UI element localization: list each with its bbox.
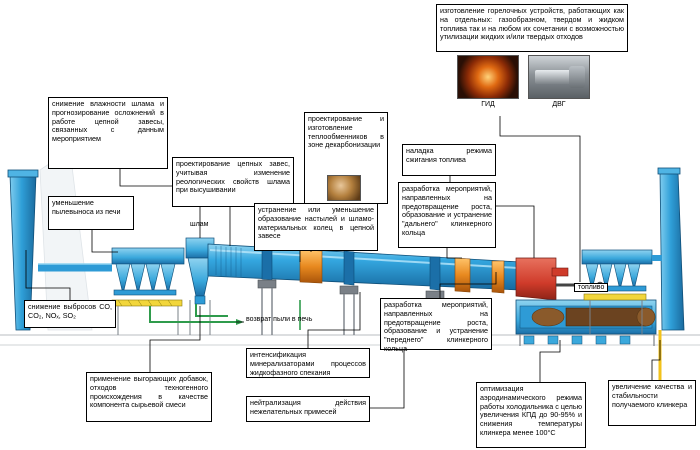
callout-emissions[interactable]: снижение выбросов CO, CO₂, NOₓ, SO₂ <box>24 300 116 328</box>
callout-far-ring[interactable]: разработка мероприятий, направленных на предотвращение роста, образование и устранение "дальнего" клинкерного кольца <box>398 182 496 248</box>
photo-dvg-burner <box>528 55 590 99</box>
callout-buildup-removal[interactable]: устранение или уменьшение образование настылей и шламо-материальных колец в цепной завесе <box>254 203 378 251</box>
callout-impurities[interactable]: нейтрализация действия нежелательных примесей <box>246 396 370 422</box>
callout-near-ring[interactable]: разработка мероприятий, направленных на предотвращение роста, образование и устранение "переднего" клинкерного кольца <box>380 298 492 350</box>
photo-gid-burner <box>457 55 519 99</box>
label-fuel: топливо <box>574 283 608 292</box>
callout-heat-exchangers[interactable]: проектирование и изготовление теплообменников в зоне декарбонизации <box>304 112 388 204</box>
label-shlam: шлам <box>190 221 209 228</box>
photo-heat-exchanger <box>327 175 361 201</box>
callout-burnable-additives[interactable]: применение выгорающих добавок, отходов техногенного происхождения в качестве компонента сырьевой смеси <box>86 372 212 422</box>
callout-mineralizers[interactable]: интенсификация минерализаторами процессов жидкофазного спекания <box>246 348 370 378</box>
callout-chain-curtain-design[interactable]: проектирование цепных завес, учитывая изменение реологических свойств шлама при высушивании <box>172 157 294 207</box>
callout-dust-carryover[interactable]: уменьшение пылевыноса из печи <box>48 196 134 230</box>
callout-burner-devices[interactable]: изготовление горелочных устройств, работающих как на отдельных: газообразном, твердом и жидком топлива так и на любом их сочетании с возможностью утилизации жидких и/или твердых отходов <box>436 4 628 52</box>
caption-dvg: ДВГ <box>552 101 566 108</box>
callout-cooler-optimization[interactable]: оптимизация аэродинамического режима работы холодильника с целью увеличения КПД до 90-95% и снижения температуры клинкера менее 100°С <box>476 382 586 448</box>
callout-burner-tuning[interactable]: наладка режима сжигания топлива <box>402 144 496 176</box>
caption-gid: ГИД <box>481 101 495 108</box>
callout-sludge-humidity[interactable]: снижение влажности шлама и прогнозирование осложнений в работе цепной завесы, связанных с данным мероприятием <box>48 97 168 169</box>
label-dust-return: возврат пыли в печь <box>246 316 313 323</box>
callout-clinker-quality[interactable]: увеличение качества и стабильности получаемого клинкера <box>608 380 696 426</box>
